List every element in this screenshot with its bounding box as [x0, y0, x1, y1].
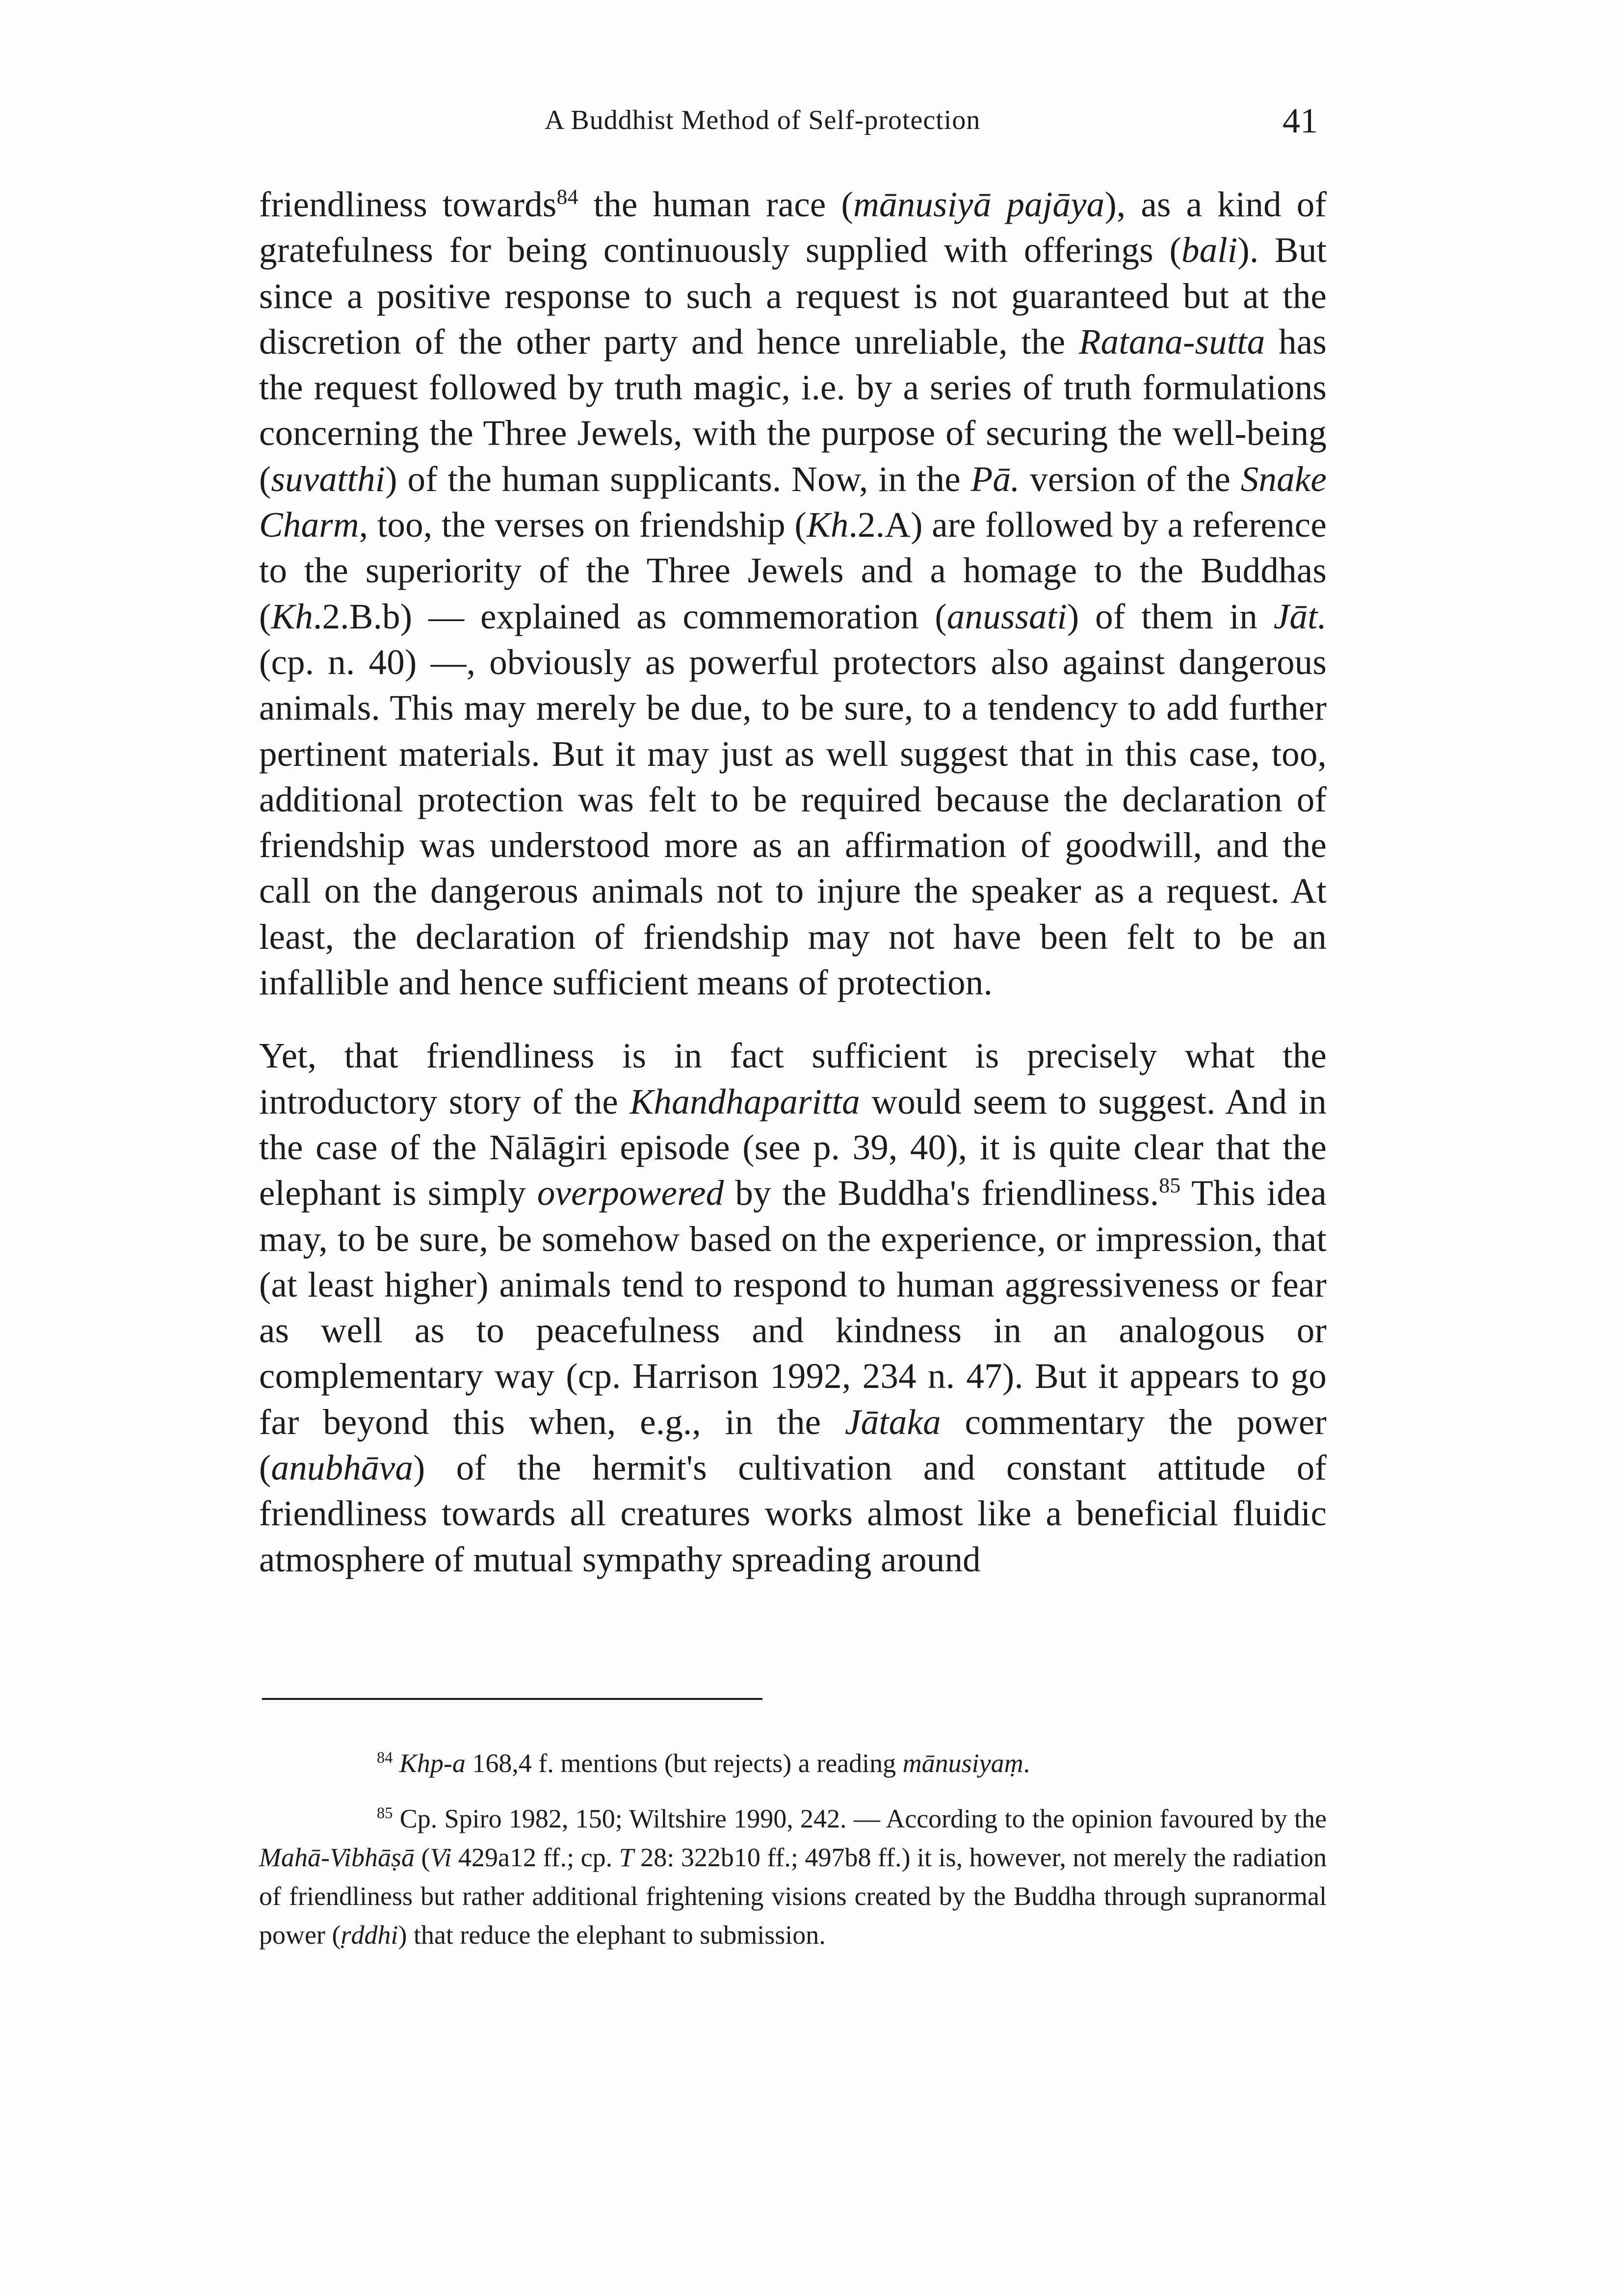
footnote-84	[259, 1744, 1327, 1783]
italic-term: ṛddhi	[341, 1920, 398, 1950]
page-number: 41	[1283, 101, 1318, 140]
text-run: , too, the verses on friendship (	[359, 505, 807, 545]
running-head	[0, 101, 1624, 140]
footnote-marker: 84	[377, 1749, 393, 1767]
italic-term: Ratana-sutta	[1078, 321, 1265, 362]
text-run: ) of them in	[1067, 596, 1274, 636]
italic-term: Khp-a	[399, 1748, 466, 1778]
italic-term: Jātaka	[844, 1402, 941, 1442]
text-run: ) that reduce the elephant to submission.	[398, 1920, 826, 1950]
text-run: version of the	[1020, 459, 1241, 499]
text-run: This idea may, to be sure, be somehow based on the experience, or impression, that (at least higher) animals tend to respond to human aggressiveness or fear as well as to peacefulness and kindness in an analogous or complementary way (cp. Harrison 1992, 234 n. 47). But it appears to go far beyond this when, e.g., in the	[259, 1173, 1327, 1442]
footnote-marker: 85	[1159, 1174, 1181, 1198]
text-run: ) of the human supplicants. Now, in the	[385, 459, 971, 499]
text-run	[393, 1748, 399, 1778]
text-run: Yet, that friendliness is in fact sufficient is precisely what the introductory story of the	[259, 1036, 1327, 1122]
body-text	[259, 182, 1327, 1582]
paragraph	[259, 182, 1327, 1005]
footnotes	[259, 1744, 1327, 1955]
text-run: 429a12 ff.; cp.	[451, 1843, 619, 1872]
footnote-marker: 85	[377, 1804, 393, 1822]
italic-term: mānusiyā pajāya	[853, 184, 1105, 224]
italic-term: overpowered	[537, 1173, 724, 1213]
text-run: 168,4 f. mentions (but rejects) a reading	[465, 1748, 903, 1778]
italic-term: Vi	[430, 1843, 452, 1872]
italic-term: Jāt.	[1273, 596, 1327, 636]
italic-term: Khandhaparitta	[629, 1081, 860, 1122]
text-run: .2.B.b) — explained as commemoration (	[313, 596, 947, 636]
text-run: ). But since a positive response to such a request is not guaranteed but at the discretion of the other party and hence unreliable, the	[259, 230, 1327, 362]
text-run: commentary the power (	[259, 1402, 1327, 1488]
italic-term: Mahā-Vibhāṣā	[259, 1843, 415, 1872]
text-run: has the request followed by truth magic, i.e. by a series of truth formulations concerning the Three Jewels, with the purpose of securing the well-being (	[259, 321, 1327, 499]
text-run: would seem to suggest. And in the case of the Nālāgiri episode (see p. 39, 40), it is quite clear that the elephant is simply	[259, 1081, 1327, 1213]
text-run: 28: 322b10 ff.; 497b8 ff.) it is, however, not merely the radiation of friendliness but rather additional frightening visions created by the Buddha through supranormal power (	[259, 1843, 1327, 1950]
paragraph	[259, 1033, 1327, 1582]
italic-term: suvatthi	[271, 459, 386, 499]
italic-term: anussati	[946, 596, 1067, 636]
text-run: ), as a kind of gratefulness for being continuously supplied with offerings (	[259, 184, 1327, 270]
italic-term: bali	[1181, 230, 1238, 270]
text-run: .2.A) are followed by a reference to the superiority of the Three Jewels and a homage to the Buddhas (	[259, 505, 1327, 636]
text-run: .	[1023, 1748, 1030, 1778]
text-run: friendliness towards	[259, 184, 557, 224]
text-run: (	[414, 1843, 430, 1872]
text-run: ) of the hermit's cultivation and constant attitude of friendliness towards all creatures works almost like a beneficial fluidic atmosphere of mutual sympathy spreading around	[259, 1448, 1327, 1579]
text-run: by the Buddha's friendliness.	[724, 1173, 1159, 1213]
italic-term: Kh	[271, 596, 314, 636]
italic-term: Snake Charm	[259, 459, 1327, 545]
italic-term: anubhāva	[271, 1448, 414, 1488]
italic-term: mānusiyaṃ	[902, 1748, 1023, 1778]
italic-term: Kh	[806, 505, 849, 545]
italic-term: T	[619, 1843, 634, 1872]
footnote-85	[259, 1800, 1327, 1955]
footnote-marker: 84	[556, 185, 578, 209]
footnote-separator-rule	[262, 1698, 762, 1700]
text-run: Cp. Spiro 1982, 150; Wiltshire 1990, 242. — According to the opinion favoured by the	[393, 1804, 1327, 1833]
italic-term: Pā.	[970, 459, 1020, 499]
text-run: (cp. n. 40) —, obviously as powerful protectors also against dangerous animals. This may merely be due, to be sure, to a tendency to add further pertinent materials. But it may just as well suggest that in this case, too, additional protection was felt to be required because the declaration of friendship was understood more as an affirmation of goodwill, and the call on the dangerous animals not to injure the speaker as a request. At least, the declaration of friendship may not have been felt to be an infallible and hence sufficient means of protection.	[259, 642, 1327, 1003]
text-run: the human race (	[578, 184, 854, 224]
running-title: A Buddhist Method of Self-protection	[545, 105, 981, 135]
